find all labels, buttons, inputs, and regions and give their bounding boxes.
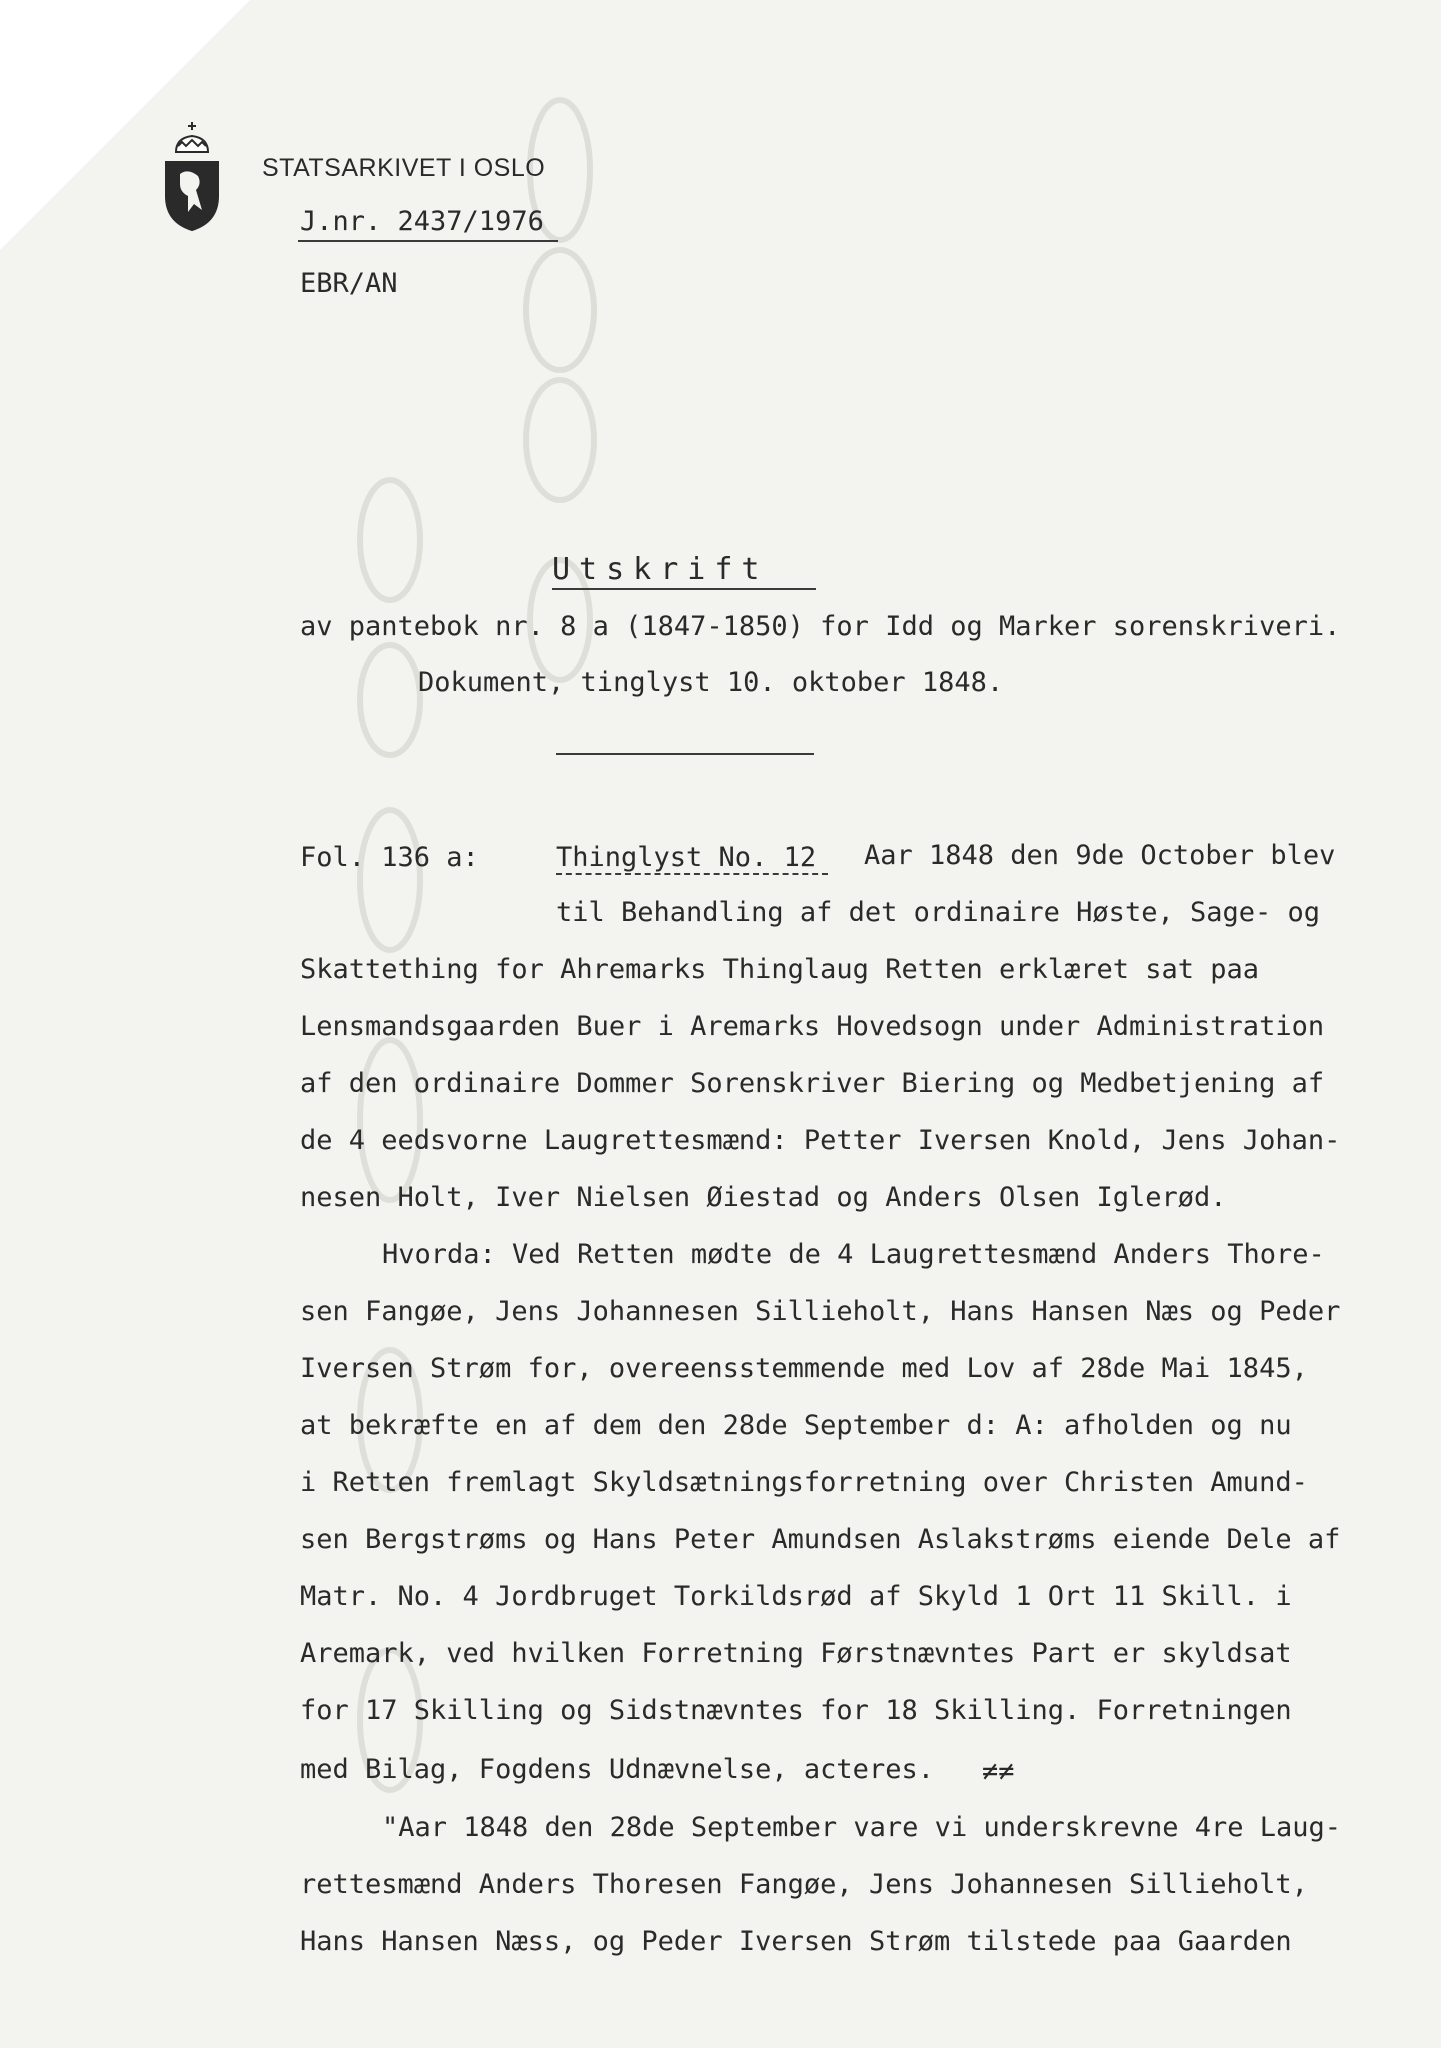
transcript-line: Hvorda: Ved Retten mødte de 4 Laugrettesmænd Anders Thore- — [382, 1239, 1325, 1270]
transcript-line: Aar 1848 den 9de October blev — [864, 840, 1336, 871]
transcript-line: sen Fangøe, Jens Johannesen Sillieholt, Hans Hansen Næs og Peder — [300, 1296, 1341, 1327]
transcript-line: til Behandling af det ordinaire Høste, Sage- og — [556, 897, 1321, 928]
register-underline — [556, 873, 828, 875]
archive-name: STATSARKIVET I OSLO — [262, 154, 546, 182]
journal-underline — [298, 240, 558, 242]
transcript-line: af den ordinaire Dommer Sorenskriver Biering og Medbetjening af — [300, 1068, 1325, 1099]
transcript-line: med Bilag, Fogdens Udnævnelse, acteres. — [300, 1754, 934, 1785]
transcript-line: Lensmandsgaarden Buer i Aremarks Hovedsogn under Administration — [300, 1011, 1325, 1042]
transcript-line: nesen Holt, Iver Nielsen Øiestad og Anders Olsen Iglerød. — [300, 1182, 1227, 1213]
document-subtitle: av pantebok nr. 8 a (1847-1850) for Idd og Marker sorenskriveri. — [300, 611, 1341, 642]
coat-of-arms-icon — [158, 118, 226, 234]
transcript-line: Hans Hansen Næss, og Peder Iversen Strøm tilstede paa Gaarden — [300, 1926, 1292, 1957]
title-underline — [552, 588, 816, 590]
document-title: Utskrift — [552, 552, 769, 587]
end-mark: ≠≠ — [982, 1756, 1015, 1787]
transcript-line: Matr. No. 4 Jordbruget Torkildsrød af Skyld 1 Ort 11 Skill. i — [300, 1581, 1292, 1612]
transcript-line: Skattething for Ahremarks Thinglaug Retten erklæret sat paa — [300, 954, 1260, 985]
transcript-line: for 17 Skilling og Sidstnævntes for 18 Skilling. Forretningen — [300, 1695, 1292, 1726]
transcript-line: sen Bergstrøms og Hans Peter Amundsen Aslakstrøms eiende Dele af — [300, 1524, 1341, 1555]
registration-date-line: Dokument, tinglyst 10. oktober 1848. — [418, 667, 1004, 698]
section-separator — [556, 753, 814, 755]
transcript-line: Iversen Strøm for, overeensstemmende med Lov af 28de Mai 1845, — [300, 1353, 1308, 1384]
journal-number: J.nr. 2437/1976 — [300, 206, 544, 237]
folio-reference: Fol. 136 a: — [300, 842, 479, 873]
transcript-line: "Aar 1848 den 28de September vare vi underskrevne 4re Laug- — [382, 1812, 1342, 1843]
transcript-line: rettesmænd Anders Thoresen Fangøe, Jens Johannesen Sillieholt, — [300, 1869, 1308, 1900]
initials: EBR/AN — [300, 268, 398, 299]
transcript-line: i Retten fremlagt Skyldsætningsforretning over Christen Amund- — [300, 1467, 1308, 1498]
transcript-line: de 4 eedsvorne Laugrettesmænd: Petter Iversen Knold, Jens Johan- — [300, 1125, 1341, 1156]
transcript-line: at bekræfte en af dem den 28de September d: A: afholden og nu — [300, 1410, 1292, 1441]
transcript-line: Aremark, ved hvilken Forretning Førstnævntes Part er skyldsat — [300, 1638, 1292, 1669]
register-number: Thinglyst No. 12 — [556, 842, 817, 873]
